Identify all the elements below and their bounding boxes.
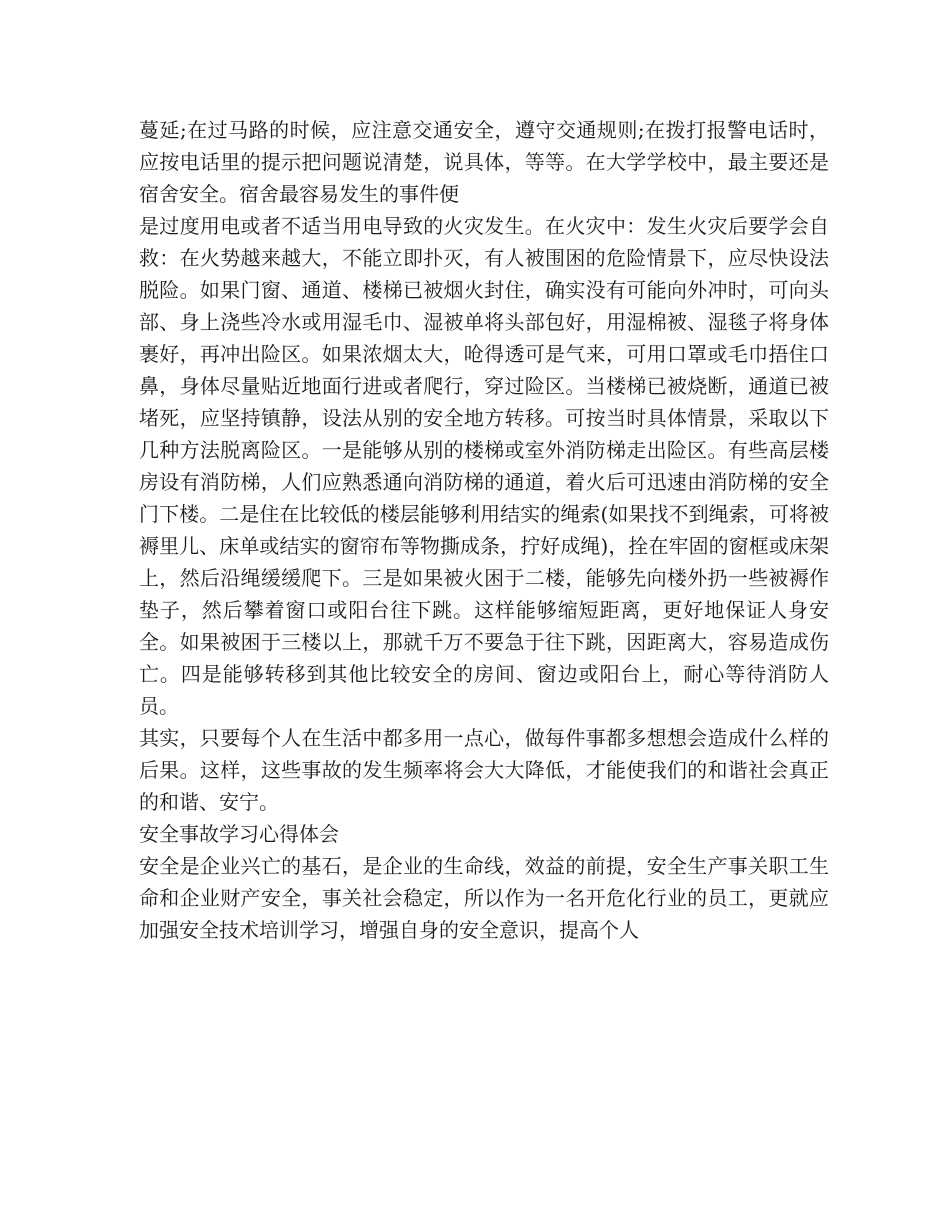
paragraph-fire-escape: 是过度用电或者不适当用电导致的火灾发生。在火灾中：发生火灾后要学会自救：在火势越来越大，不能立即扑灭，有人被围困的危险情景下，应尽快设法脱险。如果门窗、通道、楼梯已被烟火封住，确实没有可能向外冲时，可向头部、身上浇些冷水或用湿毛巾、湿被单将头部包好，用湿棉被、湿毯子将身体裹好，再冲出险区。如果浓烟太大，呛得透可是气来，可用口罩或毛巾捂住口鼻，身体尽量贴近地面行进或者爬行，穿过险区。当楼梯已被烧断，通道已被堵死，应坚持镇静，设法从别的安全地方转移。可按当时具体情景，采取以下几种方法脱离险区。一是能够从别的楼梯或室外消防梯走出险区。有些高层楼房设有消防梯，人们应熟悉通向消防梯的通道，着火后可迅速由消防梯的安全门下楼。二是住在比较低的楼层能够利用结实的绳索(如果找不到绳索，可将被褥里儿、床单或结实的窗帘布等物撕成条，拧好成绳)，拴在牢固的窗框或床架上，然后沿绳缓缓爬下。三是如果被火困于二楼，能够先向楼外扔一些被褥作垫子，然后攀着窗口或阳台往下跳。这样能够缩短距离，更好地保证人身安全。如果被困于三楼以上，那就千万不要急于往下跳，因距离大，容易造成伤亡。四是能够转移到其他比较安全的房间、窗边或阳台上，耐心等待消防人员。 xyxy=(139,214,829,718)
paragraph-enterprise-safety: 安全是企业兴亡的基石，是企业的生命线，效益的前提，安全生产事关职工生命和企业财产安全，事关社会稳定，所以作为一名开危化行业的员工，更就应加强安全技术培训学习，增强自身的安全意识，提高个人 xyxy=(139,854,829,942)
paragraph-conclusion: 其实，只要每个人在生活中都多用一点心，做每件事都多想想会造成什么样的后果。这样，这些事故的发生频率将会大大降低，才能使我们的和谐社会真正的和谐、安宁。 xyxy=(139,726,829,814)
section-heading: 安全事故学习心得体会 xyxy=(139,822,339,846)
paragraph-fire-safety-intro: 蔓延;在过马路的时候，应注意交通安全，遵守交通规则;在拨打报警电话时，应按电话里的提示把问题说清楚，说具体，等等。在大学学校中，最主要还是宿舍安全。宿舍最容易发生的事件便 xyxy=(139,118,829,206)
document-body xyxy=(139,114,829,946)
